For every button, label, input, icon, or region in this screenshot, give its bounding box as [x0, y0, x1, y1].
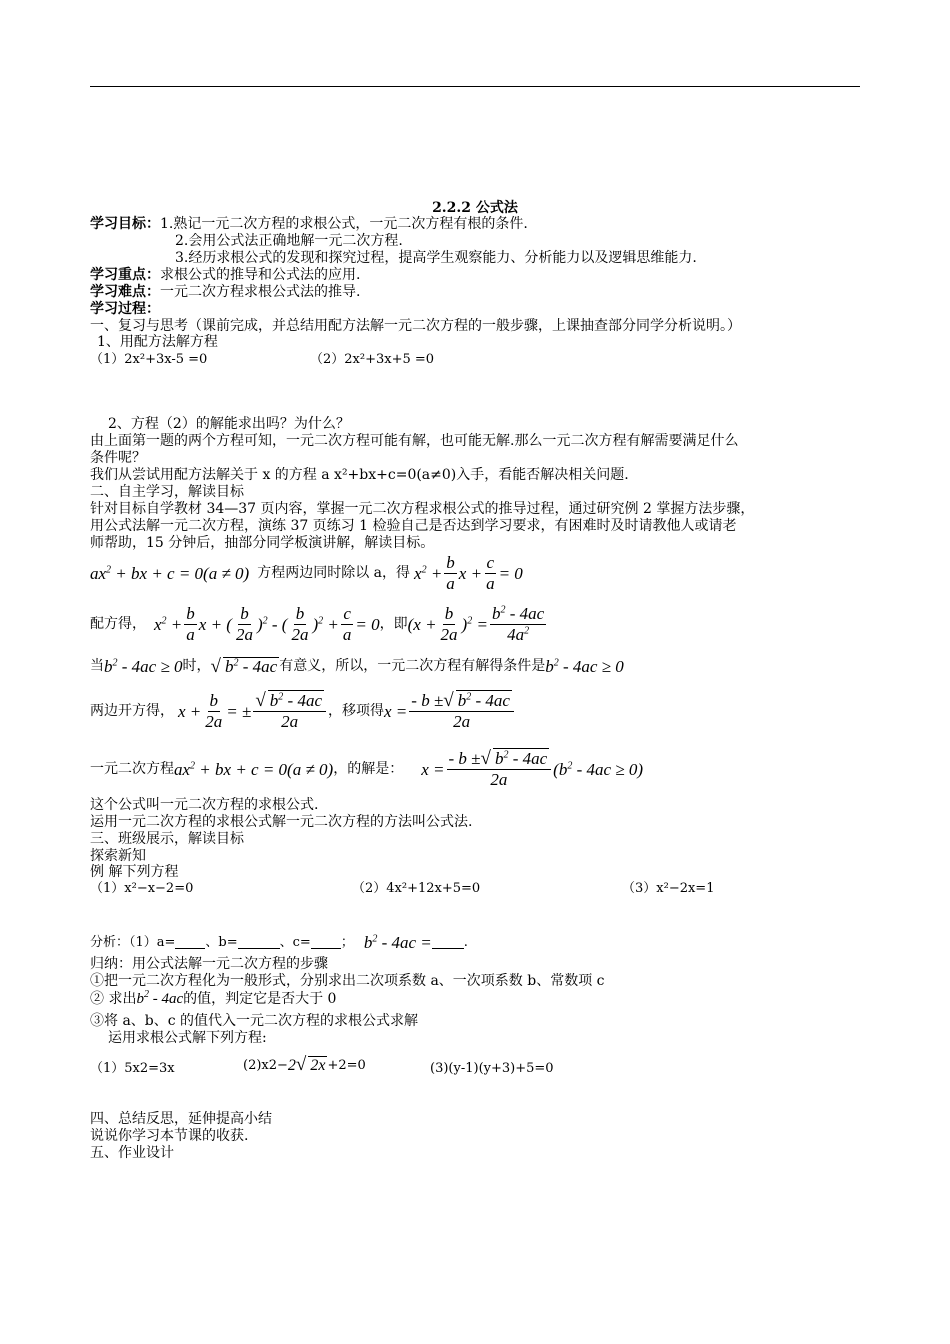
- section-2-heading: 二、自主学习，解读目标: [90, 484, 244, 500]
- header-rule: [90, 86, 860, 87]
- practice-equation-2: (2)x2− 2√ 2x +2=0: [243, 1054, 366, 1075]
- self-study-line-1: 针对目标自学教材 34—37 页内容，掌握一元二次方程求根公式的推导过程，通过研究例 2 掌握方法步骤，: [90, 501, 755, 517]
- quadratic-formula-row: 一元二次方程 $ax^2$ + bx + c = 0(a ≠ 0) ，的解是： x = $\frac{- b \pm√ b^2 - 4ac}{2a}$ $(b^2 - 4ac \ge 0)$: [90, 748, 644, 789]
- derivation-step-4: 两边开方得， x + $\frac{b}{2a}$ = ± $\frac{√ b^2 - 4ac}{2a}$ ，移项得 x = $\frac{- b \pm√ b^2 - 4ac}{2a}$: [90, 690, 516, 732]
- derivation-step-2: 配方得， $x^2$ + $\frac{b}{a}$ x + ( $\frac{b}{2a}$ )$^2$ - ( $\frac{b}{2a}$ )$^2$ + $\frac{c}{a}$ = 0 ，即 (x + $\frac{b}{2a}$ )$^2$ = $\frac{b^2 - 4ac}{4a^2}$: [90, 604, 545, 644]
- step-2: ② 求出 $b^2 - 4ac$ 的值，判定它是否大于 0: [90, 989, 337, 1007]
- review-paragraph-2: 我们从尝试用配方法解关于 x 的方程 a x²+bx+c=0(a≠0)入手，看能否解决相关问题.: [90, 467, 629, 483]
- step-1: ①把一元二次方程化为一般形式，分别求出二次项系数 a、一次项系数 b、常数项 c: [90, 973, 605, 989]
- goal-2: 2.会用公式法正确地解一元二次方程.: [175, 233, 403, 249]
- summary-title: 归纳：用公式法解一元二次方程的步骤: [90, 956, 328, 972]
- practice-equation-3: (3)(y-1)(y+3)+5=0: [430, 1061, 554, 1076]
- process-label: 学习过程：: [90, 301, 160, 317]
- derivation-step-1: $ax^2$ + bx + c = 0(a ≠ 0) 方程两边同时除以 a，得 $x^2$ + $\frac{b}{a}$ x + $\frac{c}{a}$ = 0: [90, 553, 523, 593]
- reflection-text: 说说你学习本节课的收获.: [90, 1128, 249, 1144]
- hard-row: [90, 284, 360, 301]
- example-equation-3: （3）x²−2x=1: [622, 881, 715, 896]
- key-text: 求根公式的推导和公式法的应用.: [160, 267, 361, 283]
- goals-label: 学习目标：: [90, 216, 160, 232]
- review-question-2: 2、方程（2）的解能求出吗？为什么？: [108, 416, 350, 432]
- derivation-step-3: 当 $b^2 - 4ac \ge 0$ 时， √ $b^2 - 4ac$ 有意义，所以，一元二次方程有解得条件是 $b^2 - 4ac \ge 0$: [90, 656, 624, 677]
- review-equation-2: （2）2x²+3x+5 =0: [310, 352, 435, 367]
- section-5-heading: 五、作业设计: [90, 1145, 174, 1161]
- review-paragraph-1b: 条件呢？: [90, 450, 146, 466]
- self-study-line-2: 用公式法解一元二次方程，演练 37 页练习 1 检验自己是否达到学习要求，有困难时及时请教他人或请老: [90, 518, 737, 534]
- hard-label: 学习难点：: [90, 284, 160, 300]
- review-paragraph-1a: 由上面第一题的两个方程可知，一元二次方程可能有解，也可能无解.那么一元二次方程有解需要满足什么: [90, 433, 739, 449]
- formula-method-line: 运用一元二次方程的求根公式解一元二次方程的方法叫公式法.: [90, 814, 473, 830]
- section-4-heading: 四、总结反思，延伸提高小结: [90, 1111, 272, 1127]
- example-equation-1: （1）x²−x−2=0: [90, 881, 194, 896]
- blank-b[interactable]: [238, 936, 280, 949]
- practice-intro: 运用求根公式解下列方程:: [108, 1030, 267, 1046]
- analysis-row: 分析：（1）a= 、b= 、c= ； $b^2 - 4ac$ = .: [90, 933, 468, 952]
- goal-1: 1.熟记一元二次方程的求根公式，一元二次方程有根的条件.: [160, 216, 528, 232]
- explore-label: 探索新知: [90, 848, 146, 864]
- review-equation-1: （1）2x²+3x-5 =0: [90, 352, 208, 367]
- practice-equation-1: （1）5x2=3x: [90, 1061, 175, 1076]
- hard-text: 一元二次方程求根公式法的推导.: [160, 284, 361, 300]
- blank-discriminant[interactable]: [432, 936, 464, 949]
- review-question-1: 1、用配方法解方程: [97, 334, 218, 350]
- page-title: 2.2.2 公式法: [432, 200, 518, 216]
- key-row: [90, 267, 360, 284]
- section-1-heading: 一、复习与思考（课前完成，并总结用配方法解一元二次方程的一般步骤，上课抽查部分同学分析说明。）: [90, 318, 741, 334]
- example-label: 例 解下列方程: [90, 864, 179, 880]
- self-study-line-3: 师帮助，15 分钟后，抽部分同学板演讲解，解读目标。: [90, 535, 435, 551]
- blank-a[interactable]: [175, 936, 205, 949]
- blank-c[interactable]: [311, 936, 341, 949]
- key-label: 学习重点：: [90, 267, 160, 283]
- step-3: ③将 a、b、c 的值代入一元二次方程的求根公式求解: [90, 1013, 419, 1029]
- section-3-heading: 三、班级展示，解读目标: [90, 831, 244, 847]
- goal-3: 3.经历求根公式的发现和探究过程，提高学生观察能力、分析能力以及逻辑思维能力.: [175, 250, 697, 266]
- formula-name-line: 这个公式叫一元二次方程的求根公式.: [90, 797, 319, 813]
- goals-row: [90, 216, 528, 233]
- example-equation-2: （2）4x²+12x+5=0: [352, 881, 481, 896]
